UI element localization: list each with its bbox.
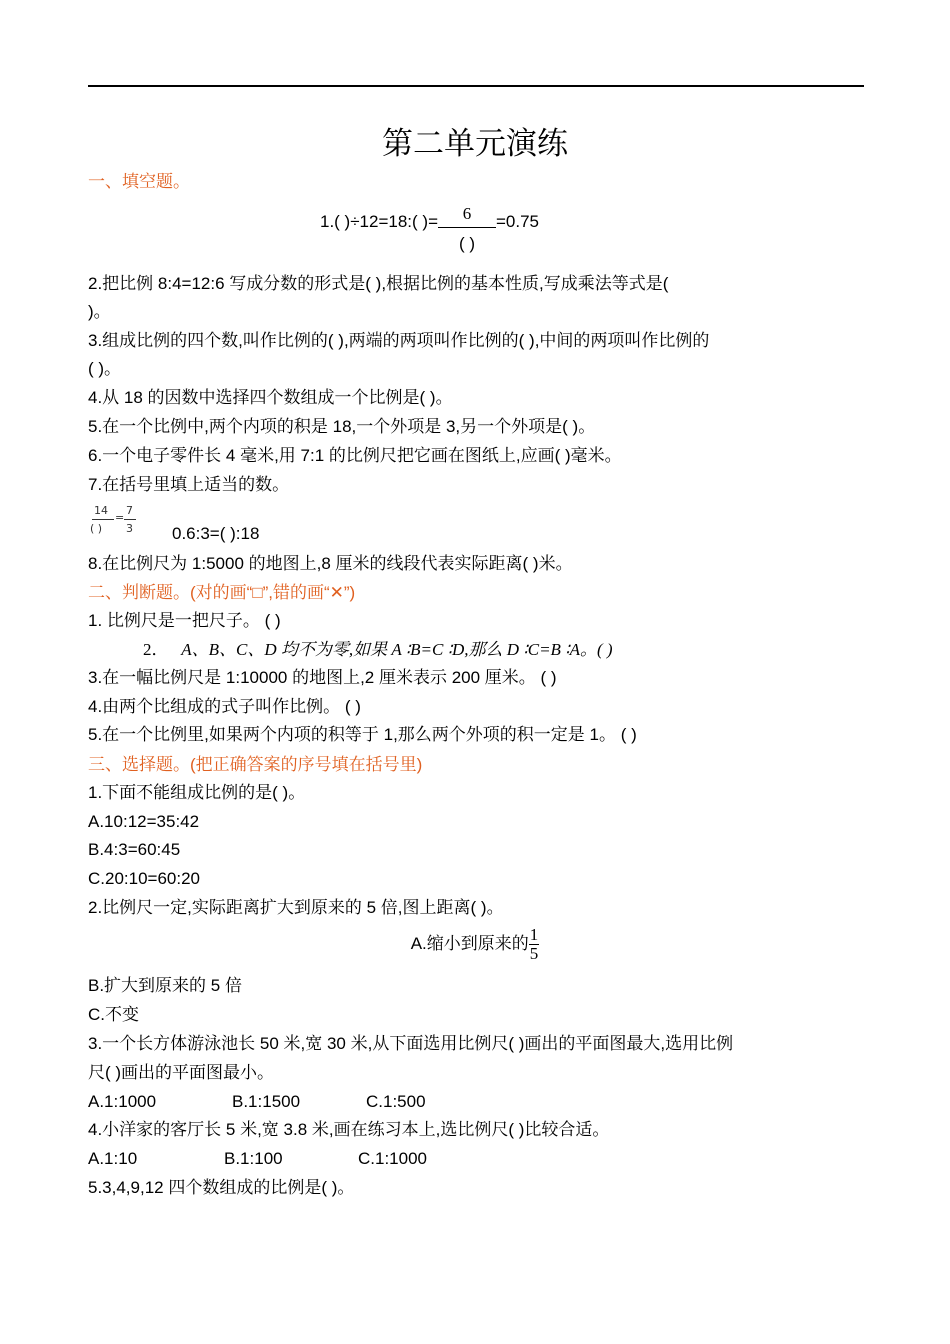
judge-q2	[143, 636, 843, 664]
fill-q7-fraction-image	[90, 502, 140, 540]
choice-q2-option-a-text: A.缩小到原来的	[410, 933, 529, 953]
section-fill-heading: 一、填空题。	[88, 172, 190, 191]
fill-q6: 6.一个电子零件长 4 毫米,用 7:1 的比例尺把它画在图纸上,应画( )毫米。	[88, 446, 622, 465]
fill-q3-line2: ( )。	[88, 359, 122, 378]
fill-q7-frac-bottom: ( )	[90, 522, 103, 535]
fill-q4: 4.从 18 的因数中选择四个数组成一个比例是( )。	[88, 388, 453, 407]
judge-q3: 3.在一幅比例尺是 1:10000 的地图上,2 厘米表示 200 厘米。 ( )	[88, 668, 557, 687]
choice-q2-option-a	[0, 926, 950, 963]
judge-q2-number: 2．	[143, 640, 169, 659]
fill-q1-left: 1.( )÷12=18:( )=	[320, 212, 438, 231]
choice-q5: 5.3,4,9,12 四个数组成的比例是( )。	[88, 1178, 355, 1197]
choice-q1-option-c: C.20:10=60:20	[88, 869, 201, 888]
fill-q2-line2: )。	[88, 302, 111, 321]
section-judge-heading: 二、判断题。(对的画“□”,错的画“✕”)	[88, 583, 356, 602]
judge-q1: 1. 比例尺是一把尺子。 ( )	[88, 611, 281, 630]
choice-q3-line1: 3.一个长方体游泳池长 50 米,宽 30 米,从下面选用比例尺( )画出的平面图最大,选用比例	[88, 1034, 734, 1053]
fill-q7-frac-top: 14	[94, 504, 108, 517]
judge-q2-body: A、B、C、D 均不为零,如果 A ∶B=C ∶D,那么 D ∶C=B ∶A。( )	[181, 640, 613, 659]
fill-q7: 7.在括号里填上适当的数。	[88, 475, 290, 494]
choice-q3-option-c: C.1:500	[366, 1092, 426, 1111]
fill-q1-denominator: ( )	[458, 234, 476, 253]
choice-q2-frac-numerator: 1	[529, 925, 539, 944]
choice-q2-option-a-fraction	[529, 926, 540, 963]
choice-q2-option-c: C.不变	[88, 1005, 139, 1024]
choice-q4-option-a: A.1:10	[88, 1149, 138, 1168]
choice-q3-line2: 尺( )画出的平面图最小。	[88, 1063, 275, 1082]
top-rule	[88, 85, 864, 87]
choice-q4-option-b: B.1:100	[224, 1149, 283, 1168]
section-choice-heading: 三、选择题。(把正确答案的序号填在括号里)	[88, 755, 423, 774]
choice-q3-option-b: B.1:1500	[232, 1092, 301, 1111]
fill-q7-frac2-bottom: 3	[126, 522, 133, 535]
fill-q1-right: =0.75	[496, 212, 540, 231]
choice-q3-option-a: A.1:1000	[88, 1092, 157, 1111]
choice-q1-option-b: B.4:3=60:45	[88, 840, 181, 859]
fill-q7-frac2-top: 7	[126, 504, 133, 517]
choice-q4: 4.小洋家的客厅长 5 米,宽 3.8 米,画在练习本上,选比例尺( )比较合适。	[88, 1120, 610, 1139]
choice-q1: 1.下面不能组成比例的是( )。	[88, 783, 306, 802]
judge-q5: 5.在一个比例里,如果两个内项的积等于 1,那么两个外项的积一定是 1。 ( )	[88, 725, 637, 744]
fill-q1-numerator: 6	[462, 204, 472, 223]
choice-q1-option-a: A.10:12=35:42	[88, 812, 200, 831]
choice-q2-frac-denominator: 5	[529, 944, 539, 963]
choice-q4-option-c: C.1:1000	[358, 1149, 427, 1168]
fill-q7-b: 0.6:3=( ):18	[172, 524, 260, 543]
choice-q2: 2.比例尺一定,实际距离扩大到原来的 5 倍,图上距离( )。	[88, 898, 504, 917]
fill-q1-fraction	[438, 204, 496, 253]
fill-q7-frac-equals: =	[115, 511, 125, 524]
fill-q8: 8.在比例尺为 1:5000 的地图上,8 厘米的线段代表实际距离( )米。	[88, 554, 573, 573]
judge-q4: 4.由两个比组成的式子叫作比例。 ( )	[88, 697, 361, 716]
fill-q3-line1: 3.组成比例的四个数,叫作比例的( ),两端的两项叫作比例的( ),中间的两项叫作比例的	[88, 331, 710, 350]
fill-q1	[320, 204, 540, 253]
choice-q2-option-b: B.扩大到原来的 5 倍	[88, 976, 242, 995]
fill-q2-line1: 2.把比例 8:4=12:6 写成分数的形式是( ),根据比例的基本性质,写成乘法等式是(	[88, 274, 669, 293]
fill-q5: 5.在一个比例中,两个内项的积是 18,一个外项是 3,另一个外项是( )。	[88, 417, 596, 436]
page-title: 第二单元演练	[382, 126, 568, 161]
